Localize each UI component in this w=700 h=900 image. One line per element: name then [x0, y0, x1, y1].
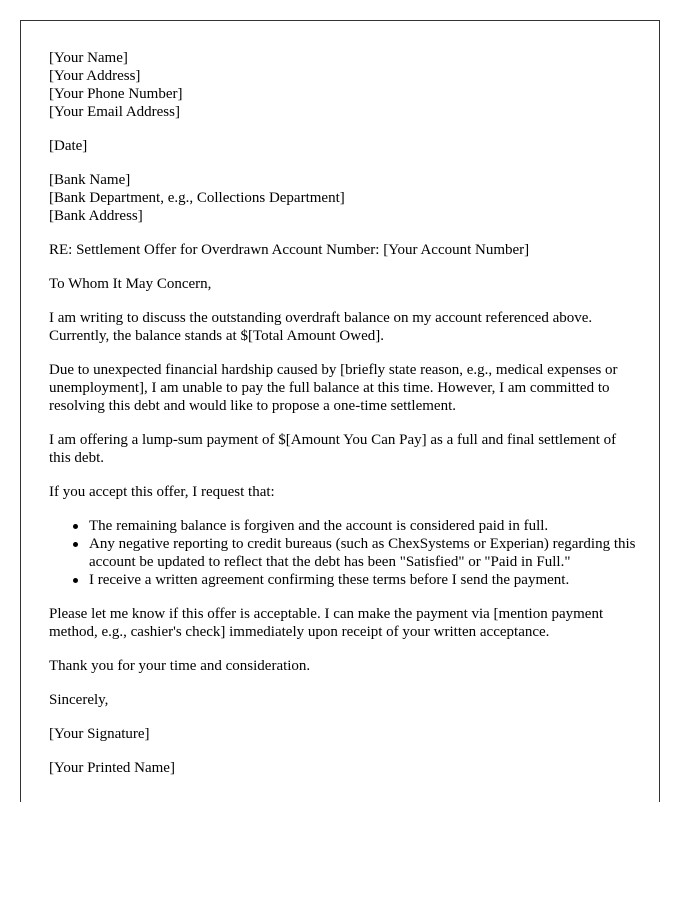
paragraph-intro: I am writing to discuss the outstanding overdraft balance on my account referenced above. Currently, the balance stands at $[Total Amount Owed].: [49, 310, 593, 344]
signature: [Your Signature]: [49, 726, 150, 742]
letter-page: [20, 20, 660, 802]
list-item-text: Any negative reporting to credit bureaus (such as ChexSystems or Experian) regarding this account be updated to reflect that the debt has been "Satisfied" or "Paid in Full.": [89, 536, 636, 570]
letter-date: [Date]: [49, 138, 88, 154]
letter-body: [49, 49, 639, 793]
recipient-department: [Bank Department, e.g., Collections Department]: [49, 190, 345, 206]
paragraph-acceptance: Please let me know if this offer is acceptable. I can make the payment via [mention payment method, e.g., cashier's check] immediately upon receipt of your written acceptance.: [49, 606, 604, 640]
paragraph-thanks: Thank you for your time and consideration.: [49, 658, 311, 674]
salutation: To Whom It May Concern,: [49, 276, 212, 292]
subject-line: RE: Settlement Offer for Overdrawn Account Number: [Your Account Number]: [49, 242, 530, 258]
paragraph-conditions: If you accept this offer, I request that:: [49, 484, 275, 500]
request-list: [49, 517, 639, 589]
list-item-text: I receive a written agreement confirming these terms before I send the payment.: [89, 572, 570, 588]
list-item: [89, 535, 639, 571]
list-item: [89, 517, 639, 535]
list-item: [89, 571, 639, 589]
sign-off: Sincerely,: [49, 692, 109, 708]
recipient-bank-name: [Bank Name]: [49, 172, 131, 188]
bullet-icon: [73, 542, 78, 547]
sender-address: [Your Address]: [49, 68, 141, 84]
list-item-text: The remaining balance is forgiven and the account is considered paid in full.: [89, 518, 549, 534]
printed-name: [Your Printed Name]: [49, 760, 175, 776]
sender-phone: [Your Phone Number]: [49, 86, 183, 102]
sender-name: [Your Name]: [49, 50, 128, 66]
recipient-block: [49, 171, 639, 225]
paragraph-hardship: Due to unexpected financial hardship caused by [briefly state reason, e.g., medical expenses or unemployment], I am unable to pay the full balance at this time. However, I am committed to resolving this debt and would like to propose a one-time settlement.: [49, 362, 618, 414]
paragraph-offer: I am offering a lump-sum payment of $[Amount You Can Pay] as a full and final settlement of this debt.: [49, 432, 617, 466]
bullet-icon: [73, 578, 78, 583]
recipient-address: [Bank Address]: [49, 208, 143, 224]
bullet-icon: [73, 524, 78, 529]
sender-block: [49, 49, 639, 121]
sender-email: [Your Email Address]: [49, 104, 180, 120]
